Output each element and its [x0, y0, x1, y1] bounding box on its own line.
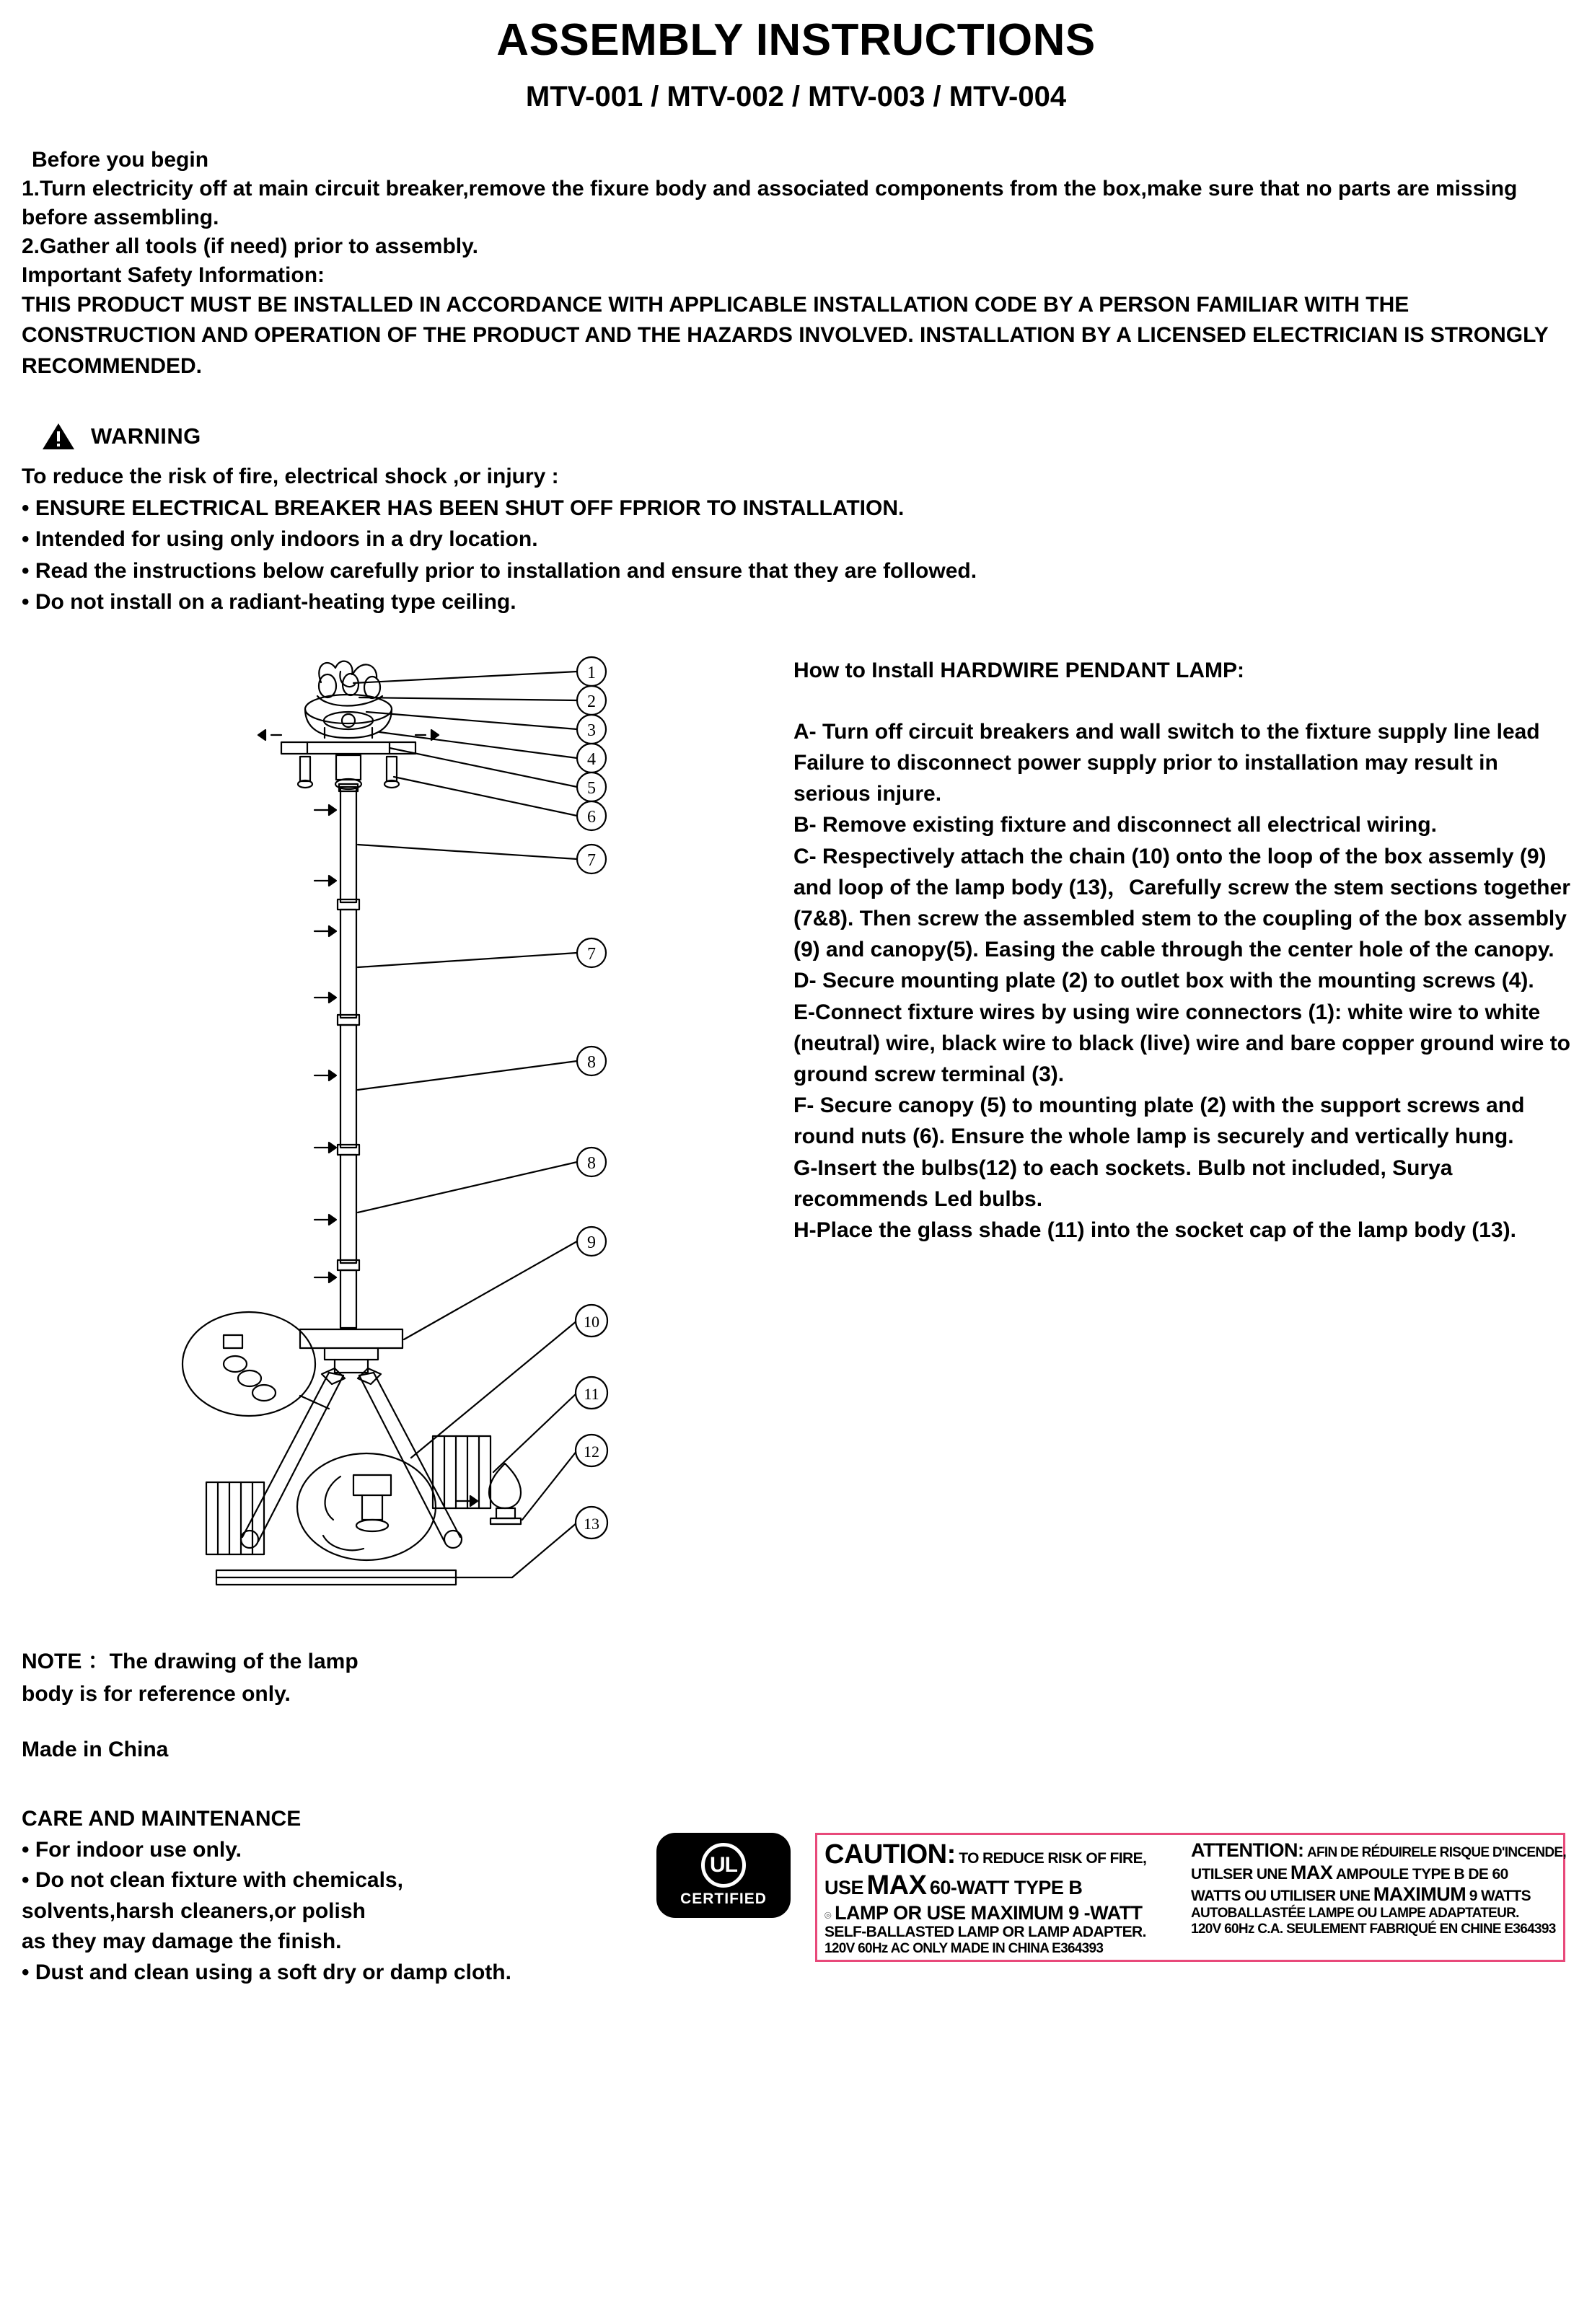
- svg-text:1: 1: [587, 663, 596, 682]
- caution-heading-en: CAUTION:: [824, 1839, 956, 1870]
- svg-text:6: 6: [587, 807, 596, 827]
- svg-text:4: 4: [587, 749, 596, 769]
- page-title: ASSEMBLY INSTRUCTIONS: [496, 15, 1096, 65]
- howto-step-e: E-Connect fixture wires by using wire connectors (1): white wire to white (neutral) wire, black wire to black (live) wire and bare copper ground wire to ground screw terminal (3).: [793, 1000, 1570, 1086]
- ul-mark-icon: UL: [701, 1843, 746, 1888]
- howto-title: How to Install HARDWIRE PENDANT LAMP:: [793, 658, 1244, 682]
- attention-9watts-fr: 9 WATTS: [1469, 1888, 1531, 1905]
- svg-text:12: 12: [584, 1442, 599, 1461]
- figure-column: [22, 643, 786, 1638]
- attention-heading-fr: ATTENTION:: [1191, 1839, 1304, 1861]
- howto-step-b: B- Remove existing fixture and disconnect all electrical wiring.: [793, 813, 1437, 837]
- svg-text:7: 7: [587, 850, 596, 870]
- attention-line4-fr: AUTOBALLASTÉE LAMPE OU LAMPE ADAPTATEUR.: [1191, 1906, 1519, 1922]
- note-block: [22, 1645, 1570, 1710]
- svg-text:10: 10: [584, 1312, 599, 1331]
- care-title: CARE AND MAINTENANCE: [22, 1806, 302, 1831]
- warning-header: [42, 422, 1570, 451]
- howto-step-a: A- Turn off circuit breakers and wall switch to the fixture supply line lead Failure to disconnect power supply prior to installation may result in serious injure.: [793, 719, 1540, 806]
- caution-max-en: MAX: [866, 1870, 927, 1901]
- caution-label-english: [824, 1839, 1177, 1957]
- caution-label-french: [1191, 1839, 1566, 1957]
- warning-list: [22, 461, 1570, 618]
- svg-text:9: 9: [587, 1233, 596, 1252]
- svg-text:2: 2: [587, 692, 596, 711]
- warning-item-3: • Read the instructions below carefully prior to installation and ensure that they are followed.: [22, 558, 977, 583]
- howto-step-g: G-Insert the bulbs(12) to each sockets. Bulb not included, Surya recommends Led bulbs.: [793, 1156, 1453, 1211]
- attention-line1-fr: AFIN DE RÉDUIRELE RISQUE D'INCENDE,: [1306, 1844, 1566, 1860]
- howto-step-f: F- Secure canopy (5) to mounting plate (2) with the support screws and round nuts (6). Ensure the whole lamp is securely and vertically hung.: [793, 1093, 1525, 1149]
- attention-watts-fr: WATTS OU UTILISER UNE: [1191, 1888, 1371, 1905]
- intro-block: [22, 146, 1570, 382]
- before-you-begin-heading: Before you begin: [32, 148, 209, 172]
- warning-lead: To reduce the risk of fire, electrical shock ,or injury :: [22, 465, 559, 489]
- howto-step-c: C- Respectively attach the chain (10) onto the loop of the box assemly (9) and loop of the lamp body (13)，Carefully screw the stem sections together (7&8). Then screw the assembled stem to the coupling of the box assembly (9) and canopy(5). Easing the cable through the center hole of the canopy.: [793, 844, 1570, 962]
- svg-text:5: 5: [587, 778, 596, 798]
- care-item-1: • For indoor use only.: [22, 1837, 242, 1862]
- caution-label: [815, 1833, 1565, 1962]
- made-in-china: Made in China: [22, 1737, 169, 1761]
- svg-text:13: 13: [584, 1514, 599, 1533]
- svg-text:7: 7: [587, 944, 596, 964]
- attention-max-fr: MAX: [1290, 1861, 1333, 1883]
- howto-step-d: D- Secure mounting plate (2) to outlet box with the mounting screws (4).: [793, 969, 1534, 993]
- intro-step-1: 1.Turn electricity off at main circuit breaker,remove the fixure body and associated components from the box,make sure that no parts are missing before assembling.: [22, 177, 1518, 229]
- care-and-maintenance: [22, 1804, 656, 1989]
- attention-maximum-fr: MAXIMUM: [1373, 1883, 1466, 1906]
- caution-line3-en: LAMP OR USE MAXIMUM 9 -WATT: [835, 1901, 1143, 1924]
- safety-text: THIS PRODUCT MUST BE INSTALLED IN ACCORDANCE WITH APPLICABLE INSTALLATION CODE BY A PERSON FAMILIAR WITH THE CONSTRUCTION AND OPERATION OF THE PRODUCT AND THE HAZARDS INVOLVED. INSTALLATION BY A LICENSED ELECTRICIAN IS STRONGLY RECOMMENDED.: [22, 292, 1549, 378]
- svg-text:11: 11: [584, 1384, 599, 1403]
- howto-step-h: H-Place the glass shade (11) into the socket cap of the lamp body (13).: [793, 1218, 1516, 1242]
- note-line-2: body is for reference only.: [22, 1681, 291, 1706]
- attention-ampoule-fr: AMPOULE TYPE B DE 60: [1335, 1865, 1508, 1883]
- svg-text:8: 8: [587, 1153, 596, 1173]
- safety-heading: Important Safety Information:: [22, 263, 325, 287]
- certification-badges: [656, 1804, 1570, 1962]
- warning-triangle-icon: [42, 422, 75, 451]
- figure-and-instructions: [22, 643, 1570, 1638]
- pendant-lamp-diagram: [173, 643, 894, 1638]
- note-line-1: NOTE ：The drawing of the lamp: [22, 1649, 359, 1673]
- ul-certified-badge: [656, 1833, 791, 1918]
- footer-block: [22, 1804, 1570, 1989]
- caution-line5-en: 120V 60Hz AC ONLY MADE IN CHINA E364393: [824, 1941, 1104, 1957]
- caution-watt-en: 60-WATT TYPE B: [929, 1877, 1083, 1899]
- intro-step-2: 2.Gather all tools (if need) prior to assembly.: [22, 234, 478, 258]
- howto-steps: [793, 716, 1570, 1246]
- care-item-4: as they may damage the finish.: [22, 1929, 342, 1954]
- attention-line5-fr: 120V 60Hz C.A. SEULEMENT FABRIQUÉ EN CHINE E364393: [1191, 1921, 1556, 1937]
- warning-item-4: • Do not install on a radiant-heating type ceiling.: [22, 590, 516, 615]
- svg-text:3: 3: [587, 721, 596, 740]
- care-item-5: • Dust and clean using a soft dry or damp cloth.: [22, 1960, 511, 1984]
- warning-item-2: • Intended for using only indoors in a dry location.: [22, 527, 538, 552]
- caution-use-en: USE: [824, 1877, 864, 1899]
- warning-label: WARNING: [91, 423, 201, 449]
- bulb-glyph-icon: ⌾: [824, 1909, 832, 1922]
- attention-utiliser-fr: UTILSER UNE: [1191, 1865, 1288, 1883]
- instructions-column: [786, 643, 1570, 1246]
- caution-line4-en: SELF-BALLASTED LAMP OR LAMP ADAPTER.: [824, 1924, 1146, 1941]
- caution-line1-en: TO REDUCE RISK OF FIRE,: [959, 1849, 1147, 1867]
- warning-block: [22, 422, 1570, 618]
- svg-text:8: 8: [587, 1052, 596, 1072]
- model-numbers: MTV-001 / MTV-002 / MTV-003 / MTV-004: [525, 81, 1067, 113]
- ul-certified-label: CERTIFIED: [680, 1890, 767, 1907]
- care-item-2: • Do not clean fixture with chemicals,: [22, 1868, 403, 1893]
- care-item-3: solvents,harsh cleaners,or polish: [22, 1898, 366, 1923]
- warning-item-1: • ENSURE ELECTRICAL BREAKER HAS BEEN SHUT OFF FPRIOR TO INSTALLATION.: [22, 496, 905, 520]
